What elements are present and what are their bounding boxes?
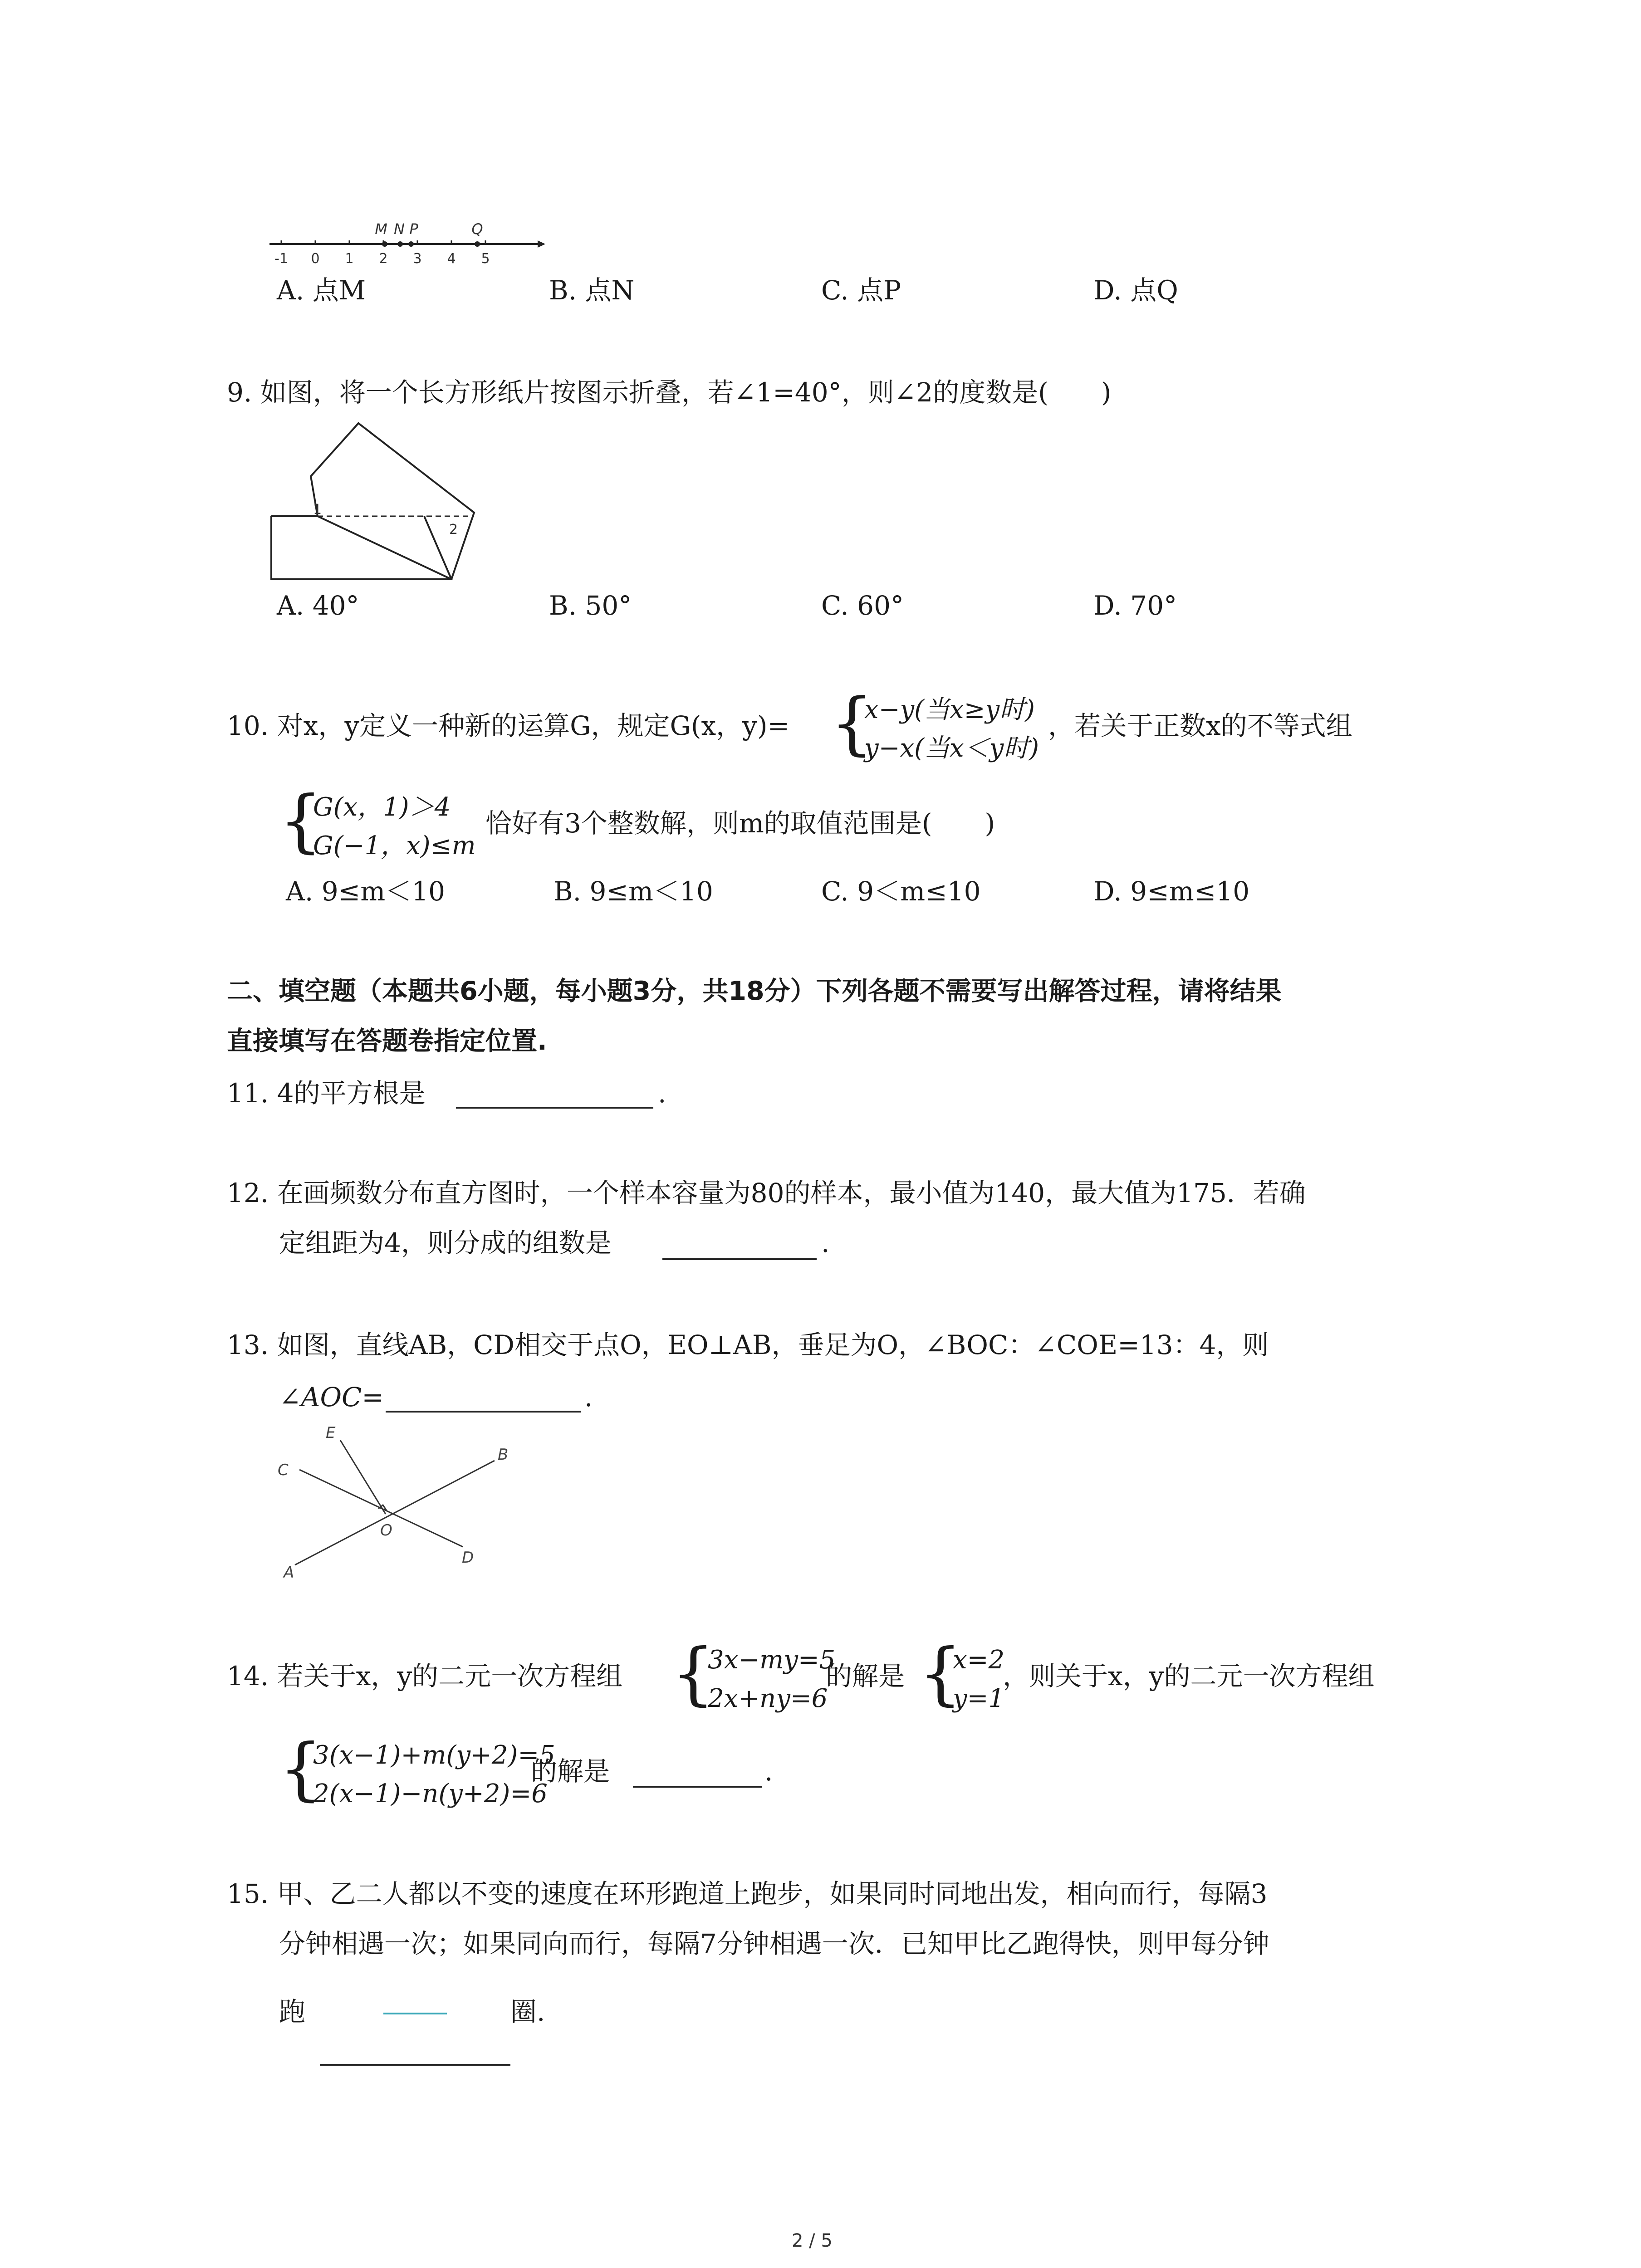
label-e: E bbox=[326, 1424, 336, 1442]
q12-answer-blank[interactable] bbox=[662, 1230, 817, 1260]
q15-line2: 分钟相遇一次；如果同向而行，每隔7分钟相遇一次．已知甲比乙跑得快，则甲每分钟 bbox=[279, 1928, 1269, 1959]
q12-line2: 定组距为4，则分成的组数是 bbox=[279, 1227, 612, 1258]
q15-line1: 15. 甲、乙二人都以不变的速度在环形跑道上跑步，如果同时同地出发，相向而行，每隔3 bbox=[227, 1878, 1268, 1909]
section2-heading-line2: 直接填写在答题卷指定位置. bbox=[227, 1026, 547, 1056]
q14-brace-a: { bbox=[671, 1634, 715, 1713]
point-label-n: N bbox=[394, 220, 405, 238]
label-a: A bbox=[284, 1564, 294, 1582]
tick-label: 2 bbox=[379, 251, 388, 267]
q14-brace-b: { bbox=[279, 1730, 323, 1809]
q10-option-c[interactable]: C. 9＜m≤10 bbox=[821, 876, 981, 907]
q14-stem-end: ，则关于x，y的二元一次方程组 bbox=[1003, 1661, 1375, 1691]
point-label-p: P bbox=[409, 220, 418, 238]
q14-answer-blank[interactable] bbox=[633, 1758, 762, 1788]
q15-post: 圈. bbox=[510, 1996, 545, 2027]
q14-solY: y=1 bbox=[953, 1684, 1005, 1713]
intersecting-lines-figure bbox=[272, 1415, 526, 1588]
tick-label: 1 bbox=[345, 251, 354, 267]
folded-rectangle-figure bbox=[268, 415, 481, 587]
label-o: O bbox=[380, 1521, 392, 1540]
q15-pre: 跑 bbox=[279, 1996, 306, 2027]
q10-option-d[interactable]: D. 9≤m≤10 bbox=[1093, 876, 1250, 907]
q9-option-c[interactable]: C. 60° bbox=[821, 590, 904, 621]
q8-option-a[interactable]: A. 点M bbox=[277, 275, 366, 306]
tick-label: 0 bbox=[311, 251, 320, 267]
angle-2-label: 2 bbox=[449, 522, 458, 538]
q12-line1: 12. 在画频数分布直方图时，一个样本容量为80的样本，最小值为140，最大值为175．若确 bbox=[227, 1178, 1306, 1208]
q10-stem-end: ，若关于正数x的不等式组 bbox=[1048, 710, 1352, 741]
q9-option-a[interactable]: A. 40° bbox=[277, 590, 359, 621]
section2-heading-line1: 二、填空题（本题共6小题，每小题3分，共18分）下列各题不需要写出解答过程，请将结果 bbox=[227, 976, 1282, 1006]
label-b: B bbox=[498, 1446, 509, 1464]
q13-line2: ∠AOC= bbox=[279, 1382, 384, 1413]
q14-sysA2: 2x+ny=6 bbox=[708, 1684, 828, 1713]
q11-end: . bbox=[658, 1078, 666, 1109]
label-d: D bbox=[462, 1549, 474, 1567]
q15-answer-hint-line bbox=[383, 2013, 447, 2014]
q10-brace: { bbox=[830, 684, 874, 763]
q12-end: . bbox=[821, 1227, 830, 1258]
q14-sysA1: 3x−my=5 bbox=[708, 1645, 836, 1675]
q14-solX: x=2 bbox=[953, 1645, 1005, 1675]
angle-1-label: 1 bbox=[313, 502, 322, 518]
q14-brace-sol: { bbox=[919, 1634, 962, 1713]
q14-end: . bbox=[764, 1756, 773, 1787]
tick-label: -1 bbox=[274, 251, 288, 267]
q8-option-c[interactable]: C. 点P bbox=[821, 275, 901, 306]
q14-stem-start: 14. 若关于x，y的二元一次方程组 bbox=[227, 1661, 623, 1691]
tick-label: 3 bbox=[413, 251, 422, 267]
q10-stem-start: 10. 对x，y定义一种新的运算G，规定G(x，y)= bbox=[227, 710, 790, 741]
q13-end: . bbox=[584, 1382, 593, 1413]
q10-case1: x−y(当x≥y时) bbox=[864, 695, 1035, 724]
q15-answer-blank[interactable] bbox=[320, 2059, 510, 2066]
q14-sysB2: 2(x−1)−n(y+2)=6 bbox=[313, 1779, 548, 1809]
q9-option-d[interactable]: D. 70° bbox=[1093, 590, 1177, 621]
q9-stem: 9. 如图，将一个长方形纸片按图示折叠，若∠1=40°，则∠2的度数是( ) bbox=[227, 377, 1112, 408]
tick-label: 4 bbox=[447, 251, 456, 267]
tick-label: 5 bbox=[481, 251, 490, 267]
q14-sysB1: 3(x−1)+m(y+2)=5 bbox=[313, 1740, 555, 1770]
point-label-m: M bbox=[375, 220, 387, 238]
page-number: 2 / 5 bbox=[792, 2230, 833, 2251]
q13-line1: 13. 如图，直线AB，CD相交于点O，EO⊥AB，垂足为O，∠BOC：∠COE=13：4，则 bbox=[227, 1330, 1269, 1360]
point-label-q: Q bbox=[471, 220, 483, 238]
label-c: C bbox=[278, 1461, 289, 1479]
q10-case2: y−x(当x＜y时) bbox=[864, 733, 1039, 763]
q10-stem-tail: 恰好有3个整数解，则m的取值范围是( ) bbox=[485, 808, 995, 839]
q8-option-b[interactable]: B. 点N bbox=[549, 275, 635, 306]
q10-option-a[interactable]: A. 9≤m＜10 bbox=[286, 876, 446, 907]
q10-sys2: G(−1，x)≤m bbox=[313, 831, 476, 860]
q10-option-b[interactable]: B. 9≤m＜10 bbox=[554, 876, 713, 907]
q11-answer-blank[interactable] bbox=[456, 1079, 653, 1109]
q9-option-b[interactable]: B. 50° bbox=[549, 590, 632, 621]
q8-option-d[interactable]: D. 点Q bbox=[1093, 275, 1178, 306]
q14-mid: 的解是 bbox=[826, 1661, 905, 1691]
q11-text: 11. 4的平方根是 bbox=[227, 1078, 426, 1109]
q10-sys1: G(x，1)＞4 bbox=[313, 792, 451, 822]
number-line-figure bbox=[268, 213, 549, 272]
q10-system-brace: { bbox=[279, 782, 323, 860]
q14-tail: 的解是 bbox=[531, 1756, 610, 1787]
q13-answer-blank[interactable] bbox=[386, 1383, 581, 1413]
